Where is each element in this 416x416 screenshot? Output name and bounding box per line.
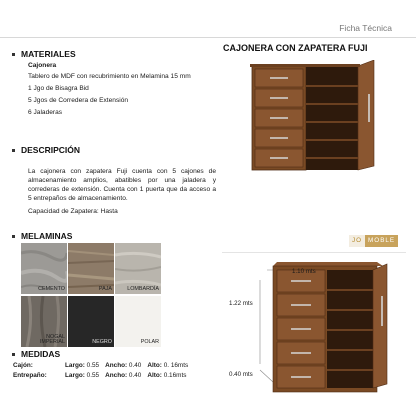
brand-watermark-left: JO	[349, 235, 365, 247]
ancho-value: 0.40	[128, 362, 142, 369]
capacidad-text: Capacidad de Zapatera: Hasta	[28, 207, 118, 215]
brand-watermark	[349, 235, 402, 247]
brand-watermark-right: MOBLE	[365, 235, 398, 247]
largo-label: Largo:	[65, 362, 85, 369]
swatch-paja[interactable]	[68, 243, 114, 294]
swatch-nogal-imperial[interactable]	[21, 296, 67, 347]
descripcion-heading	[12, 145, 80, 155]
swatch-lombardia[interactable]	[115, 243, 161, 294]
materiales-list	[28, 62, 224, 120]
materiales-item: Tablero de MDF con recubrimiento en Melamina 15 mm	[28, 72, 191, 80]
ancho-label: Ancho:	[105, 372, 128, 380]
materiales-item: 5 Jgos de Corredera de Extensión	[28, 96, 129, 104]
product-photo-front	[250, 60, 380, 175]
alto-value: 0. 16mts	[163, 362, 189, 369]
bullet-icon	[12, 235, 15, 238]
swatch-label: POLAR	[140, 339, 159, 346]
alto-label: Alto:	[147, 362, 162, 369]
header-divider	[0, 37, 416, 38]
descripcion-heading-text: DESCRIPCIÓN	[21, 145, 81, 155]
medidas-row-label: Entrepaño:	[13, 372, 47, 380]
swatch-negro[interactable]	[68, 296, 114, 347]
melaminas-heading-text: MELAMINAS	[21, 231, 73, 241]
materiales-heading	[12, 49, 76, 59]
largo-label: Largo:	[65, 372, 85, 380]
materiales-heading-text: MATERIALES	[21, 49, 76, 59]
product-photo-dimensions	[255, 252, 405, 402]
materiales-item: 6 Jaladeras	[28, 108, 63, 116]
bullet-icon	[12, 353, 15, 356]
materiales-item: 1 Jgo de Bisagra Bid	[28, 84, 89, 92]
swatch-label: NEGRO	[92, 339, 112, 346]
alto-label: Alto:	[147, 372, 162, 380]
swatch-cemento[interactable]	[21, 243, 67, 294]
dimension-depth: 0.40 mts	[229, 371, 253, 378]
swatch-label: CEMENTO	[38, 286, 65, 293]
descripcion-body	[28, 168, 216, 220]
alto-value: 0.16mts	[163, 372, 187, 380]
dimension-height: 1.22 mts	[229, 300, 253, 307]
bullet-icon	[12, 53, 15, 56]
product-title: CAJONERA CON ZAPATERA FUJI	[223, 43, 368, 53]
bullet-icon	[12, 149, 15, 152]
swatch-label: LOMBARDÍA	[127, 286, 159, 293]
medidas-row	[13, 371, 194, 381]
melaminas-heading	[12, 231, 72, 241]
swatch-label: PAJA	[98, 286, 112, 293]
largo-value: 0.55	[86, 362, 100, 369]
melaminas-swatches	[21, 243, 163, 347]
dimension-width: 1.10 mts	[292, 268, 316, 275]
swatch-label: NOGAL IMPERIAL	[39, 333, 65, 346]
header-title: Ficha Técnica	[339, 23, 392, 33]
medidas-heading-text: MEDIDAS	[21, 349, 61, 359]
medidas-table	[13, 361, 194, 382]
medidas-row	[13, 361, 194, 371]
largo-value: 0.55	[86, 372, 100, 380]
descripcion-text: La cajonera con zapatera Fuji cuenta con 5 cajones de almacenamiento amplios, abatibles por una jaladera y correderas de extensión. Cuenta con 1 puerta que da acceso a 5 entrepaños de almacenamiento.	[28, 168, 216, 202]
medidas-row-label: Cajón:	[13, 362, 33, 369]
swatch-polar[interactable]	[115, 296, 161, 347]
ancho-value: 0.40	[128, 372, 142, 380]
medidas-heading	[12, 349, 60, 359]
materiales-subheading: Cajonera	[28, 62, 57, 69]
ancho-label: Ancho:	[105, 362, 128, 369]
